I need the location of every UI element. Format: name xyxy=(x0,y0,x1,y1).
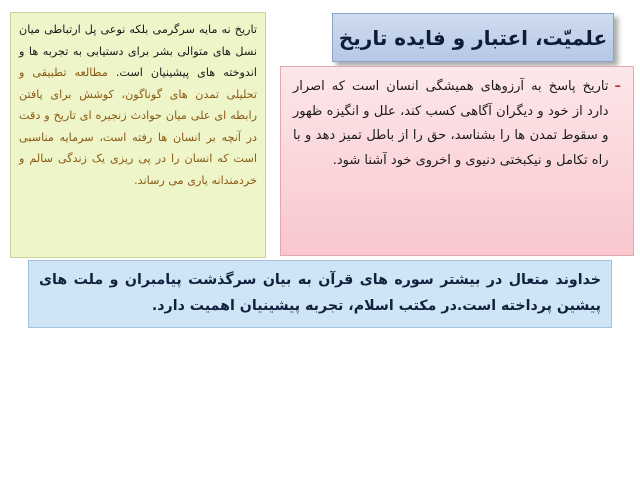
title-box xyxy=(332,13,614,62)
bullet-text: تاریخ پاسخ به آرزوهای همیشگی انسان است که اصرار دارد از خود و دیگران آگاهی کسب کند، علل و انگیزه ظهور و سقوط تمدن ها را بشناسد، حق را از باطل تمیز دهد و با راه تکامل و نیکبختی دنیوی و اخروی خود آشنا شود. xyxy=(293,79,609,168)
bullet-item xyxy=(293,75,621,173)
left-text-segment-1: تاریخ نه مایه سرگرمی بلکه نوعی پل ارتباطی میان نسل های متوالی بشر برای دستیابی به تجربه ها و اندوخته های پیشینیان است. xyxy=(19,23,257,79)
blue-text: خداوند متعال در بیشتر سوره های قرآن به بیان سرگذشت پیامبران و ملت های پیشین پرداخته است.در مکتب اسلام، تجربه پیشینیان اهمیت دارد. xyxy=(39,272,601,314)
left-text-segment-2: مطالعه تطبیقی و تحلیلی تمدن های گوناگون، کوشش برای یافتن رابطه ای علی میان حوادث زنجیره ای تاریخ و دقت در آنچه بر انسان ها رفته است، سرمایه مناسبی است که انسان را در پی ریزی یک زندگی سالم و خردمندانه یاری می رساند. xyxy=(19,66,257,187)
left-text-box xyxy=(10,12,266,258)
blue-text-box xyxy=(28,260,612,328)
bullet-dash-icon: – xyxy=(614,79,621,94)
pink-text-box xyxy=(280,66,634,256)
slide-title: علمیّت، اعتبار و فایده تاریخ xyxy=(338,25,608,50)
